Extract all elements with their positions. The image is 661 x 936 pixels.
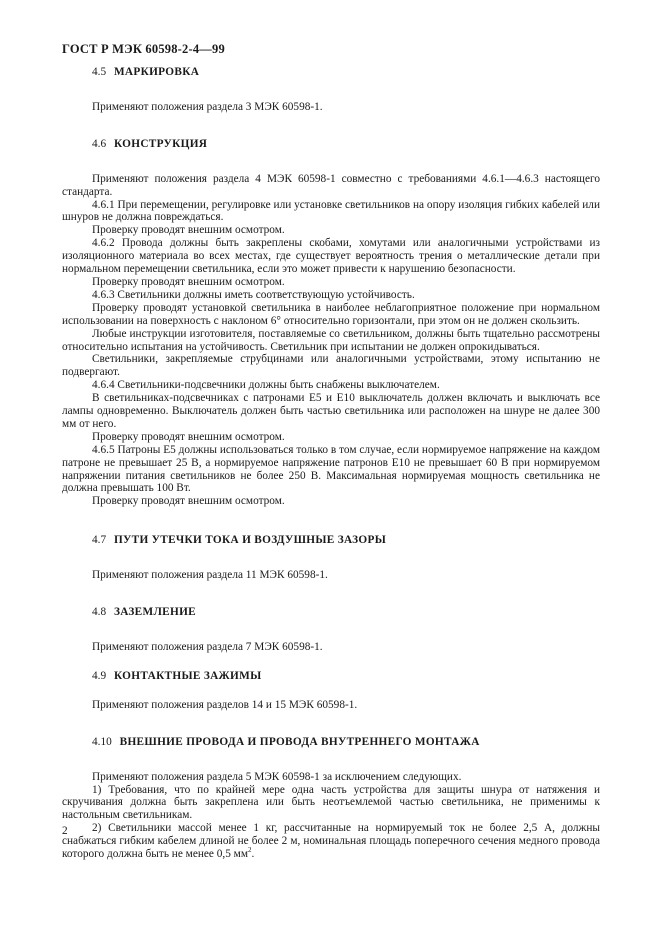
paragraph: В светильниках-подсвечниках с патронами Е5 и Е10 выключатель должен включать и выключать все лампы одновременно. Выключатель должен быть частью светильника или расположен на шнуре не далее 300 мм от него.	[62, 392, 600, 430]
paragraph: Применяют положения раздела 7 МЭК 60598-1.	[92, 641, 323, 653]
paragraph: 4.6.5 Патроны Е5 должны использоваться только в том случае, если нормируемое напряжение на каждом патроне не превышает 25 В, а нормируемое напряжение патронов Е10 не превышает 60 В при нормируемом напряжении питания светильников не более 250 В. Максимальная нормируемая мощность светильника не должна превышать 100 Вт.	[62, 443, 600, 495]
paragraph: Применяют положения раздела 4 МЭК 60598-1 совместно с требованиями 4.6.1—4.6.3 настоящего стандарта.	[62, 172, 600, 198]
section-number: 4.5	[92, 66, 107, 78]
section-number: 4.6	[92, 137, 107, 150]
section-4-9	[62, 670, 600, 712]
paragraph: Любые инструкции изготовителя, поставляемые со светильником, должны быть тщательно рассмотрены относительно испытания на устойчивость. Светильник при испытании не должен опрокидываться.	[62, 327, 600, 353]
section-heading	[92, 534, 600, 547]
document-code: ГОСТ Р МЭК 60598-2-4—99	[62, 42, 225, 56]
section-number: 4.9	[92, 669, 107, 682]
paragraph: Применяют положения раздела 3 МЭК 60598-1.	[92, 100, 323, 113]
section-4-10	[62, 736, 600, 861]
paragraph: 4.6.1 При перемещении, регулировке или установке светильников на опору изоляция гибких кабелей или шнуров не должна повреждаться.	[62, 198, 600, 224]
document-body	[62, 66, 600, 885]
superscript: 2	[248, 846, 252, 855]
section-heading	[92, 670, 600, 683]
section-4-5	[62, 66, 600, 114]
section-title: ЗАЗЕМЛЕНИЕ	[113, 606, 197, 619]
section-4-8	[62, 606, 600, 654]
section-4-6	[62, 138, 600, 508]
section-title: КОНСТРУКЦИЯ	[113, 137, 208, 150]
page-number: 2	[62, 825, 68, 837]
paragraph-text: 2) Светильники массой менее 1 кг, рассчитанные на нормируемый ток не более 2,5 А, должны снабжаться гибким кабелем длиной не более 2 м, номинальная площадь поперечного сечения медного провода которого должна быть не менее 0,5 мм	[62, 822, 600, 861]
paragraph: Проверку проводят внешним осмотром.	[92, 224, 285, 237]
section-heading	[92, 736, 600, 749]
paragraph: Применяют положения разделов 14 и 15 МЭК 60598-1.	[92, 698, 358, 711]
paragraph: Светильники, закрепляемые струбцинами или аналогичными устройствами, этому испытанию не подвергают.	[62, 353, 600, 379]
section-title: ПУТИ УТЕЧКИ ТОКА И ВОЗДУШНЫЕ ЗАЗОРЫ	[113, 534, 387, 547]
paragraph: 1) Требования, что по крайней мере одна часть устройства для защиты шнура от натяжения и скручивания должна быть закреплена или быть неотъемлемой частью светильника, не применимы к настольным светильникам.	[62, 783, 600, 822]
paragraph: 4.6.4 Светильники-подсвечники должны быть снабжены выключателем.	[92, 379, 440, 392]
paragraph: Применяют положения раздела 11 МЭК 60598-1.	[92, 569, 328, 582]
paragraph-tail: .	[251, 848, 255, 861]
section-heading	[92, 138, 600, 151]
paragraph: Проверку проводят внешним осмотром.	[92, 430, 285, 443]
section-heading	[92, 66, 600, 79]
section-number: 4.8	[92, 606, 107, 619]
paragraph: Применяют положения раздела 5 МЭК 60598-1 за исключением следующих.	[92, 770, 462, 783]
section-number: 4.7	[92, 534, 107, 547]
paragraph: Проверку проводят установкой светильника в наиболее неблагоприятное положение при нормальном использовании на поверхность с наклоном 6° относительно горизонтали, при этом он не должен скользить.	[62, 301, 600, 327]
section-title: КОНТАКТНЫЕ ЗАЖИМЫ	[113, 669, 262, 682]
section-title: МАРКИРОВКА	[113, 66, 200, 78]
section-heading	[92, 606, 600, 619]
paragraph	[62, 822, 600, 861]
paragraph: Проверку проводят внешним осмотром.	[92, 275, 285, 288]
paragraph: 4.6.2 Провода должны быть закреплены скобами, хомутами или аналогичными устройствами из изоляционного материала во всех местах, где существует вероятность трения о металлические детали при нормальном перемещении светильника, если это может привести к нарушению безопасности.	[62, 237, 600, 276]
paragraph: Проверку проводят внешним осмотром.	[92, 495, 285, 508]
section-title: ВНЕШНИЕ ПРОВОДА И ПРОВОДА ВНУТРЕННЕГО МОНТАЖА	[119, 735, 480, 748]
paragraph: 4.6.3 Светильники должны иметь соответствующую устойчивость.	[92, 288, 415, 301]
section-4-7	[62, 534, 600, 582]
section-number: 4.10	[92, 735, 112, 748]
